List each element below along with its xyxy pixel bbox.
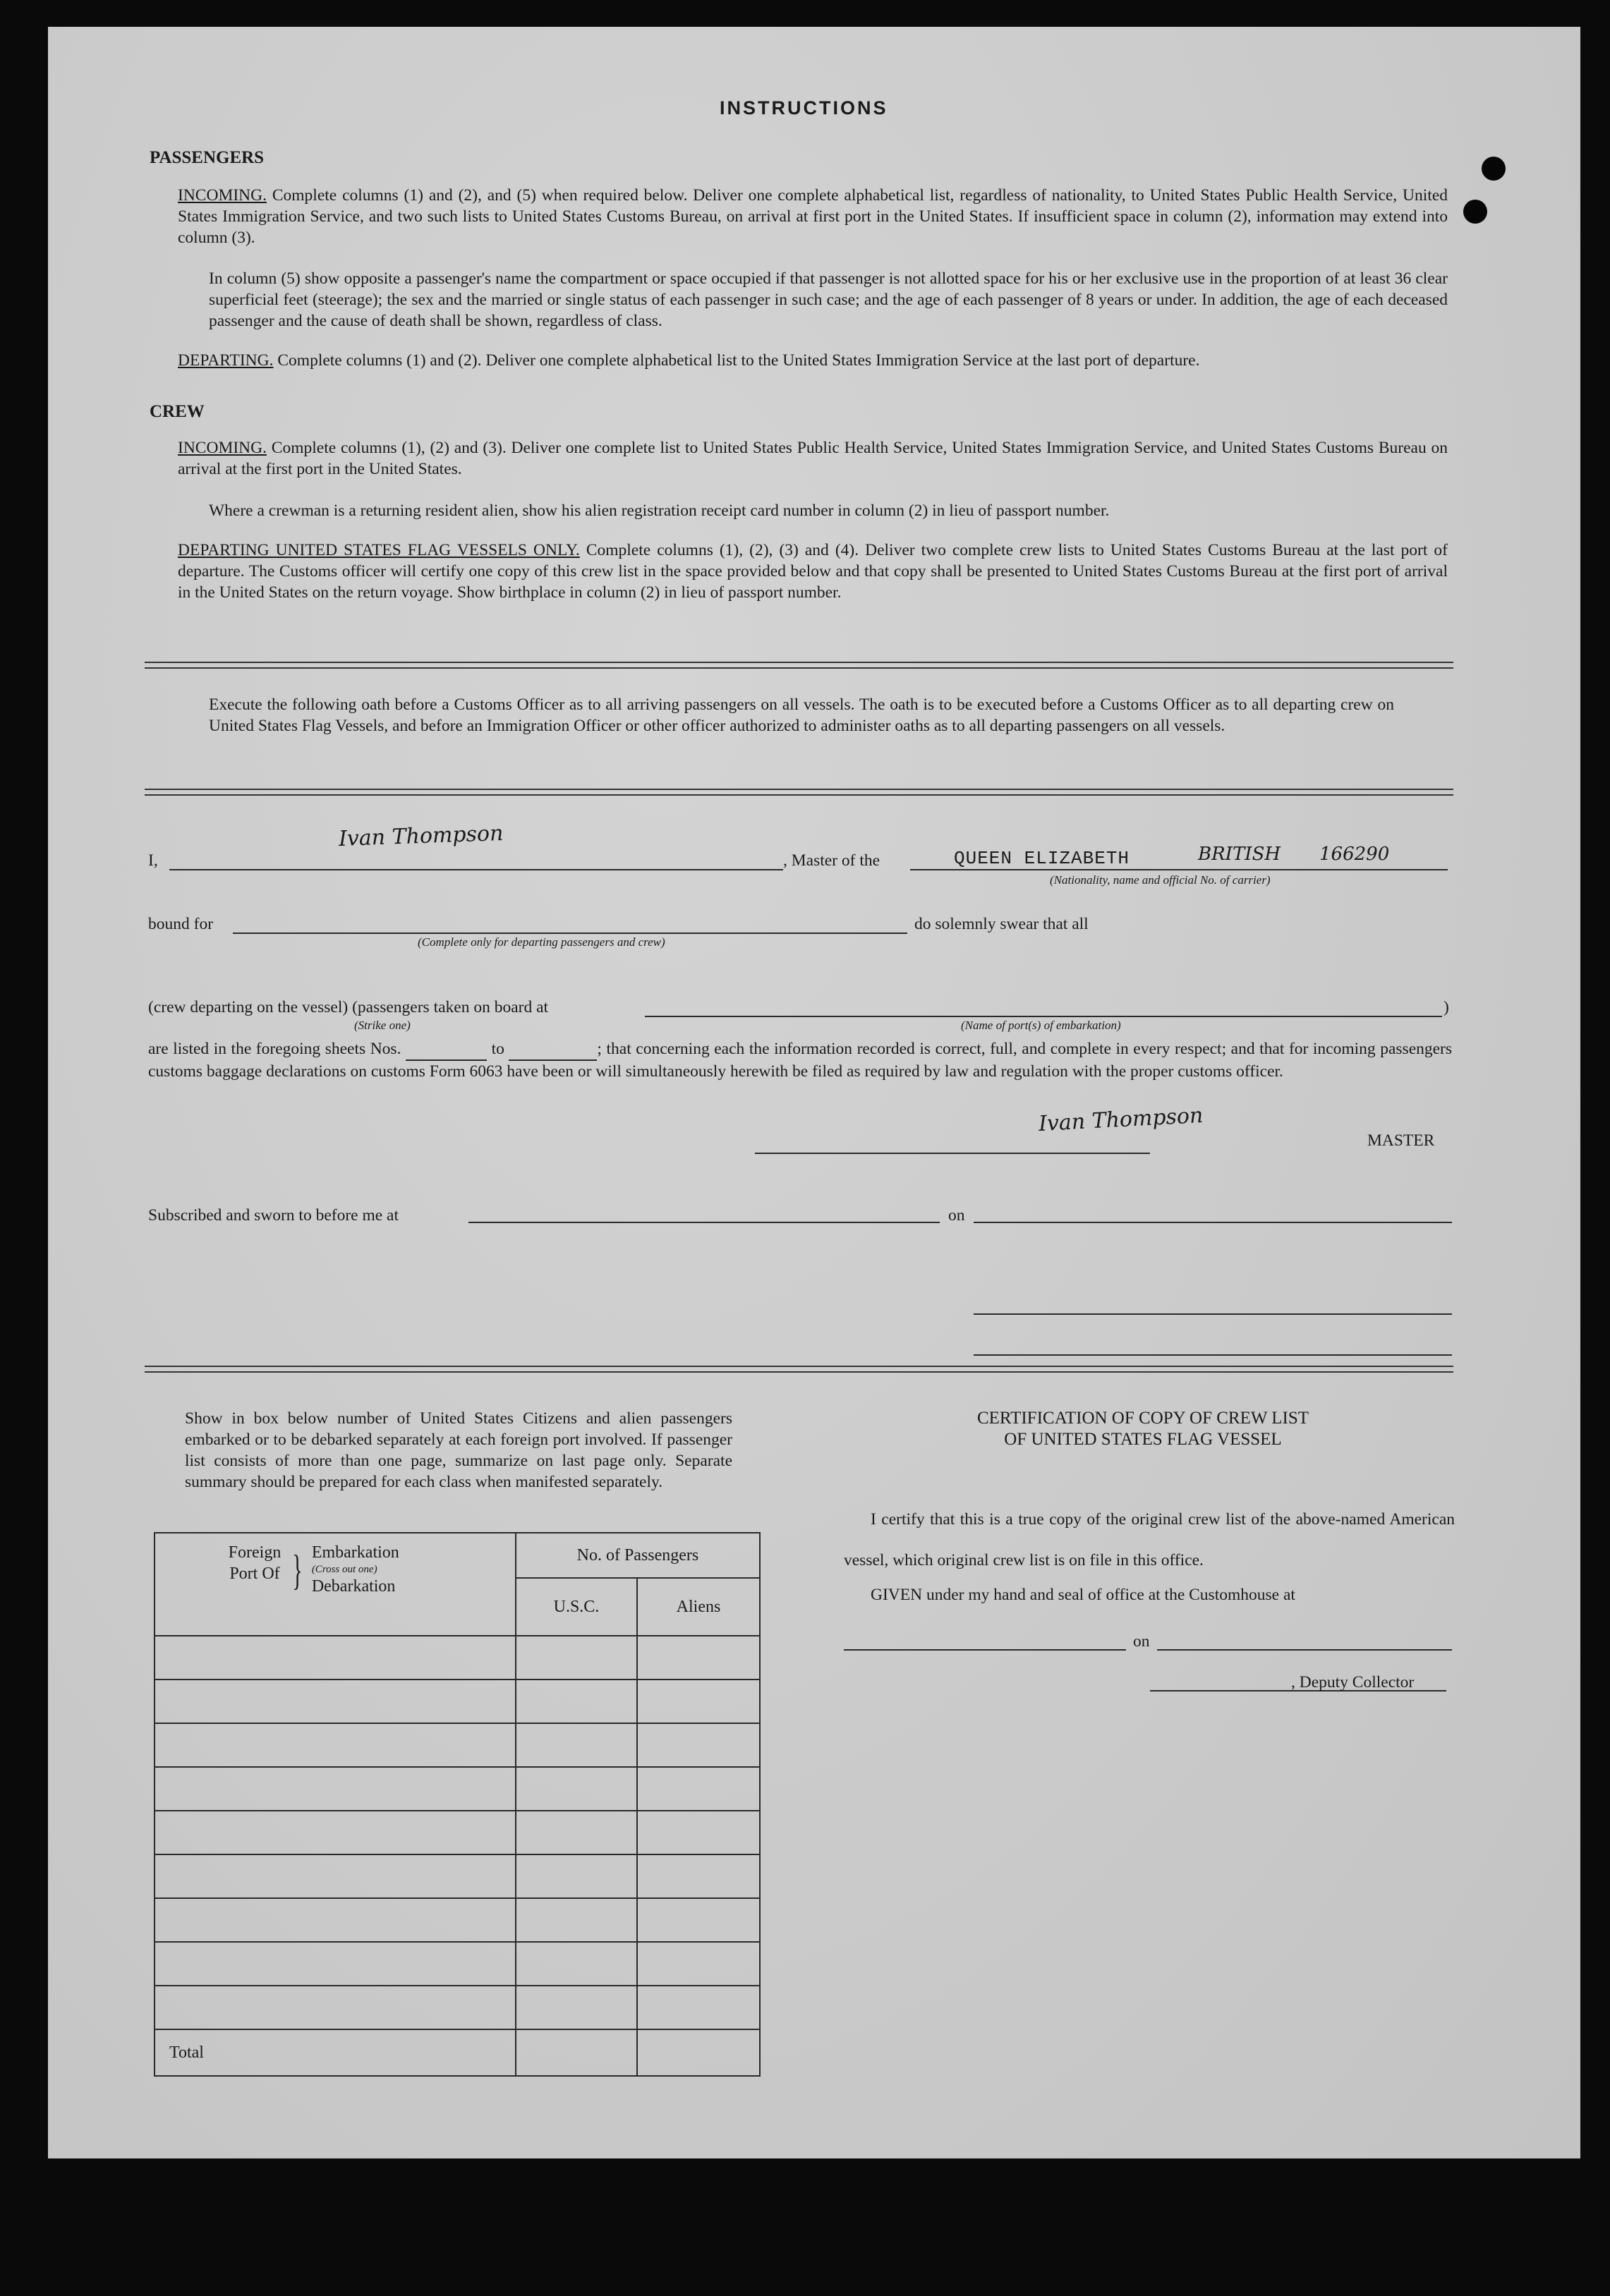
port-header [155,1533,516,1636]
port-cell[interactable] [155,1636,516,1680]
usc-cell[interactable] [516,1636,637,1680]
crew-incoming-text: Complete columns (1), (2) and (3). Deliver one complete list to United States Public Health Service, United States Immigration Service, and United States Customs Bureau on arrival at the first port in the United States. [178,439,1448,478]
usc-cell[interactable] [516,1854,637,1898]
oath-intro: Execute the following oath before a Customs Officer as to all arriving passengers on all vessels. The oath is to be executed before a Customs Officer as to all departing crew on United States Flag Vessels, and before an Immigration Officer or other officer authorized to administer oaths as to all departing passengers on all vessels. [209,696,1394,735]
section-divider-3 [145,1366,1453,1373]
cert-on-label: on [1133,1632,1150,1651]
cert-place-line[interactable] [844,1649,1126,1651]
table-row [155,1811,760,1854]
master-of-label: , Master of the [783,851,880,870]
aliens-cell[interactable] [637,1898,760,1942]
port-cell[interactable] [155,1986,516,2029]
passengers-col5-text: In column (5) show opposite a passenger's name the compartment or space occupied if that passenger is not allotted space for his or her exclusive use in the proportion of at least 36 clear superficial feet (steerage); the sex and the married or single status of each passenger in such case; and the age of each passenger of 8 years or under. In addition, the age of each deceased passenger and the cause of death shall be shown, regardless of class. [209,269,1448,330]
carrier-caption: (Nationality, name and official No. of carrier) [1050,873,1271,887]
port-cell[interactable] [155,1767,516,1811]
bound-for-label: bound for [148,915,214,933]
summary-rows [155,1636,760,2076]
usc-cell[interactable] [516,1986,637,2029]
usc-cell[interactable] [516,1767,637,1811]
master-signature-line[interactable] [755,1153,1150,1154]
cert-given-text: GIVEN under my hand and seal of office at the Customhouse at [871,1586,1295,1604]
aliens-header: Aliens [637,1578,760,1636]
strike-caption: (Strike one) [354,1019,411,1032]
vessel-official-no: 166290 [1319,844,1390,865]
master-signature-2: Ivan Thompson [1038,1103,1204,1137]
total-usc-cell[interactable] [516,2029,637,2076]
passengers-departing-text: Complete columns (1) and (2). Deliver one complete alphabetical list to the United States Immigration Service at the last port of departure. [277,351,1200,370]
officer-signature-line[interactable] [974,1313,1452,1315]
sheet-from-field[interactable] [406,1038,487,1061]
usc-cell[interactable] [516,1723,637,1767]
officer-title-line[interactable] [974,1354,1452,1356]
listed-to: to [491,1040,504,1058]
summary-instructions: Show in box below number of United States Citizens and alien passengers embarked or to be debarked separately at each foreign port involved. If passenger list consists of more than one page, summarize on last page only. Separate summary should be prepared for each class when manifested separately. [185,1409,732,1491]
master-label: MASTER [1367,1131,1435,1150]
swear-text: do solemnly swear that all [914,915,1089,933]
deputy-collector-label: , Deputy Collector [1291,1673,1415,1691]
vessel-name: QUEEN ELIZABETH [954,848,1130,869]
carrier-line[interactable] [910,869,1448,870]
table-row [155,1680,760,1723]
crew-incoming-block [178,437,1448,480]
port-cell[interactable] [155,1898,516,1942]
port-cell[interactable] [155,1680,516,1723]
oath-i-label: I, [148,851,158,870]
usc-header: U.S.C. [516,1578,637,1636]
passenger-summary-table [154,1532,761,2077]
sworn-place-line[interactable] [468,1222,940,1223]
usc-cell[interactable] [516,1898,637,1942]
sheet-to-field[interactable] [509,1038,597,1061]
crew-departing-text: (crew departing on the vessel) (passengers taken on board at [148,998,549,1016]
bound-for-line[interactable] [233,933,907,934]
aliens-cell[interactable] [637,1680,760,1723]
aliens-cell[interactable] [637,1811,760,1854]
aliens-cell[interactable] [637,1723,760,1767]
table-row [155,1854,760,1898]
page-title: INSTRUCTIONS [720,97,888,119]
passengers-incoming-block [178,185,1448,248]
usc-cell[interactable] [516,1680,637,1723]
cross-out-caption: (Cross out one) [311,1564,377,1575]
aliens-cell[interactable] [637,1942,760,1986]
port-cell[interactable] [155,1854,516,1898]
crew-departing-text: Complete columns (1), (2), (3) and (4). Deliver two complete crew lists to United States Customs Bureau at the last port of departure. The Customs officer will certify one copy of this crew list in the space provided below and that copy shall be presented to United States Customs Bureau at the first port of arrival in the United States on the return voyage. Show birthplace in column (2) in lieu of passport number. [178,541,1448,602]
total-aliens-cell[interactable] [637,2029,760,2076]
sworn-on-label: on [948,1206,965,1225]
punch-hole-top [1482,157,1506,181]
passengers-incoming-text: Complete columns (1) and (2), and (5) when required below. Deliver one complete alphabetical list, regardless of nationality, to United States Public Health Service, United States Immigration Service, and two such lists to United States Customs Bureau, on arrival at first port in the United States. If insufficient space in column (2), information may extend into column (3). [178,186,1448,247]
listed-text-1: are listed in the foregoing sheets Nos. [148,1040,401,1058]
usc-cell[interactable] [516,1811,637,1854]
passengers-departing-label: DEPARTING. [178,351,274,370]
sworn-date-line[interactable] [974,1222,1452,1223]
vessel-nationality: BRITISH [1198,844,1281,865]
debarkation-label: Debarkation [311,1577,396,1596]
no-passengers-header: No. of Passengers [516,1533,760,1578]
port-cell[interactable] [155,1723,516,1767]
port-cell[interactable] [155,1811,516,1854]
crew-departing-block [178,540,1448,603]
sworn-label: Subscribed and sworn to before me at [148,1206,399,1225]
passengers-departing-block [178,350,1455,371]
passengers-heading: PASSENGERS [150,148,265,167]
crew-heading: CREW [150,402,205,421]
crew-departing-label: DEPARTING UNITED STATES FLAG VESSELS ONLY. [178,541,580,559]
master-name-line[interactable] [169,869,783,870]
paren-close: ) [1443,998,1449,1016]
embarkation-label: Embarkation [311,1543,399,1562]
table-row [155,1636,760,1680]
total-row [155,2029,760,2076]
aliens-cell[interactable] [637,1636,760,1680]
port-cell[interactable] [155,1942,516,1986]
bound-caption: (Complete only for departing passengers and crew) [418,935,665,949]
table-row [155,1723,760,1767]
embarkation-ports-line[interactable] [645,1016,1442,1017]
table-row [155,1986,760,2029]
section-divider-1 [145,662,1453,669]
usc-cell[interactable] [516,1942,637,1986]
table-row [155,1942,760,1986]
passengers-incoming-label: INCOMING. [178,186,267,205]
aliens-cell[interactable] [637,1767,760,1811]
listed-text-2: ; that concerning each the information recorded is correct, full, and complete in every respect; and that for incoming passengers customs baggage declarations on customs Form 6063 have been or will simultaneously herewith be filed as required by law and regulation with the proper customs officer. [148,1040,1453,1081]
cert-title-2: OF UNITED STATES FLAG VESSEL [1004,1430,1282,1449]
master-signature: Ivan Thompson [338,820,504,852]
section-divider-2 [145,789,1453,796]
crew-incoming-label: INCOMING. [178,439,267,457]
cert-title-1: CERTIFICATION OF COPY OF CREW LIST [976,1409,1309,1428]
foreign-port-label: Foreign Port Of [228,1543,282,1583]
ports-caption: (Name of port(s) of embarkation) [961,1019,1121,1032]
table-row [155,1898,760,1942]
brace: } [292,1547,303,1593]
aliens-cell[interactable] [637,1986,760,2029]
cert-date-line[interactable] [1157,1649,1452,1651]
table-row [155,1767,760,1811]
listed-block [148,1038,1452,1082]
total-label: Total [155,2029,516,2076]
aliens-cell[interactable] [637,1854,760,1898]
punch-hole-bottom [1463,200,1487,224]
crew-resident-text: Where a crewman is a returning resident alien, show his alien registration receipt card number in column (2) in lieu of passport number. [209,502,1110,520]
cert-certify-text: I certify that this is a true copy of the original crew list of the above-named American vessel, which original crew list is on file in this office. [844,1510,1455,1569]
